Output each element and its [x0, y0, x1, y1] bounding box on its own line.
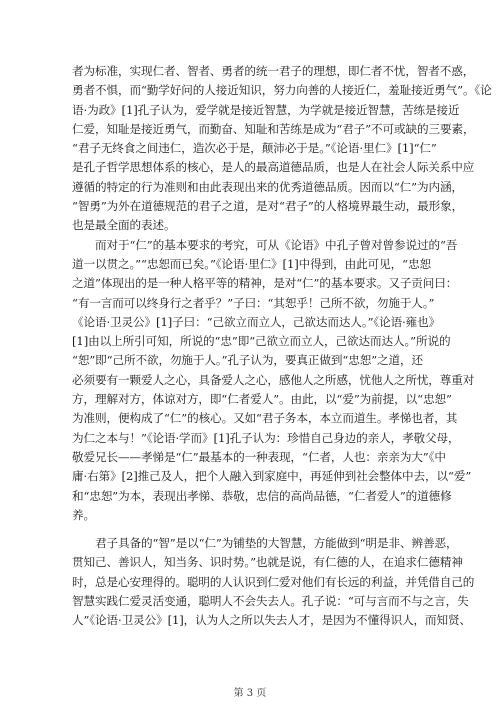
- text-line: 也是最全面的表述。: [72, 218, 176, 233]
- body-text: [72, 62, 492, 631]
- paragraph-spacer: [72, 525, 428, 534]
- text-line: 和“忠恕”为本，表现出孝悌、恭敬，忠信的高尚品德，“仁者爱人”的道德修: [72, 488, 452, 503]
- text-line: 之道”体现出的是一种人格平等的精神，是对“仁”的基本要求。又子贡问曰：: [72, 276, 458, 291]
- text-line: 而对于“仁”的基本要求的考究，可从《论语》中孔子曾对曾参说过的“吾: [72, 237, 458, 252]
- text-line: 敬爱兄长——孝悌是“仁”最基本的一种表现，“仁者，人也：亲亲为大”《中: [72, 449, 446, 464]
- text-line: 庸·右第》[2]推己及人，把个人融入到家庭中，再延伸到社会整体中去，以“爱”: [72, 469, 472, 484]
- text-line: 为准则，便构成了“仁”的核心。又如“君子务本，本立而道生。孝悌也者，其: [72, 411, 458, 426]
- text-line: 者为标准，实现仁者、智者、勇者的统一君子的理想，即仁者不忧，智者不惑，: [72, 64, 475, 78]
- paragraph-2: [72, 236, 475, 525]
- text-line: 仁爱，知耻是接近勇气，而勤奋、知耻和苦练是成为“君子”不可或缺的三要素，: [72, 121, 475, 136]
- text-line: 道一以贯之。”“忠恕而已矣。”《论语·里仁》[1]中得到，由此可见，“忠恕: [72, 256, 431, 271]
- text-line: 人”《论语·卫灵公》[1]，认为人之所以失去人才，是因为不懂得识人，而知贤、: [72, 613, 472, 628]
- paragraph-3: [72, 534, 475, 630]
- page-number: 第 3 页: [233, 688, 267, 699]
- text-line: “恕”即“己所不欲，勿施于人。”孔子认为，要真正做到“忠恕”之道，还: [72, 353, 423, 368]
- text-line: “有一言而可以终身行之者乎？”子曰：“其恕乎！己所不欲，勿施于人。”: [72, 295, 435, 310]
- text-line: 君子具备的“智”是以“仁”为铺垫的大智慧，方能做到“明是非、辨善恶，: [72, 536, 458, 551]
- text-line: 语·为政》[1]孔子认为，爱学就是接近智慧，为学就是接近智慧，苦练是接近: [72, 102, 460, 117]
- text-line: 遵循的特定的行为准则和由此表现出来的优秀道德品质。因而以“仁”为内涵，: [72, 179, 463, 194]
- text-line: 《论语·卫灵公》[1]子曰：“己欲立而立人，己欲达而达人。”《论语·雍也》: [72, 314, 441, 329]
- text-line: 时，总是心安理得的。聪明的人认识到仁爱对他们有长远的利益，并凭借自己的: [72, 574, 475, 589]
- text-line: “智勇”为外在道德规范的君子之道，是对“君子”的人格境界最生动，最形象，: [72, 199, 464, 214]
- text-line: 为仁之本与！”《论语·学而》[1]孔子认为：珍惜自己身边的亲人，孝敬父母，: [72, 430, 460, 445]
- text-line: [1]由以上所引可知，所说的“忠”即“己欲立而立人，己欲达而达人。”所说的: [72, 334, 451, 349]
- text-line: 智慧实践仁爱灵活变通，聪明人不会失去人。孔子说：“可与言而不与之言，失: [72, 594, 469, 609]
- text-line: 养。: [72, 507, 95, 522]
- text-line: 勇者不惧，而“勤学好问的人接近知识，努力向善的人接近仁，羞耻接近勇气”。《论: [72, 83, 492, 98]
- paragraph-1: [72, 62, 492, 236]
- text-line: 贯知己、善识人，知当务、识时势。”也就是说，有仁德的人，在追求仁德精神: [72, 555, 463, 570]
- text-line: 是孔子哲学思想体系的核心，是人的最高道德品质，也是人在社会人际关系中应: [72, 160, 475, 175]
- text-line: 必须要有一颗爱人之心，具备爱人之心，感他人之所感，忧他人之所忧，尊重对: [72, 372, 475, 387]
- text-line: “君子无终食之间违仁，造次必于是，颠沛必于是。”《论语·里仁》[1]“仁”: [72, 141, 437, 156]
- text-line: 方，理解对方，体谅对方，即“仁者爱人”。由此，以“爱”为前提，以“忠恕”: [72, 392, 452, 407]
